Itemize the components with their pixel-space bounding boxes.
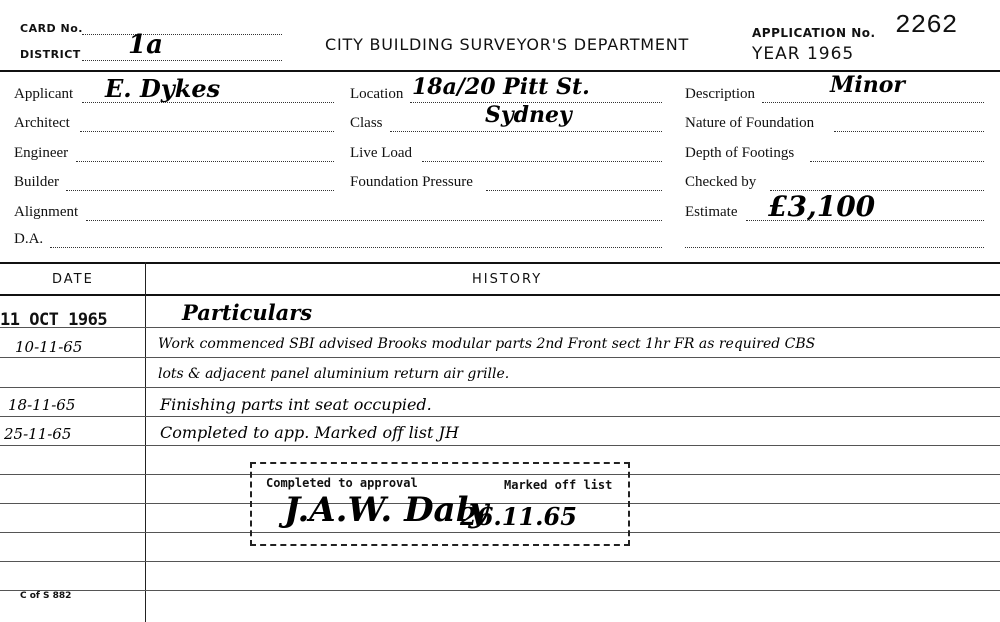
district-line	[82, 60, 282, 61]
history-row-date: 10-11-65	[15, 338, 83, 356]
date-column-header: DATE	[52, 272, 94, 287]
location-suburb-value: Sydney	[485, 102, 572, 128]
table-header-divider	[0, 294, 1000, 296]
stamp-completed-text: Completed to approval	[266, 476, 418, 490]
architect-line	[80, 131, 334, 132]
table-top-border	[0, 262, 1000, 264]
location-label: Location	[350, 86, 404, 102]
history-row-text: Completed to app. Marked off list JH	[160, 423, 459, 442]
estimate-label: Estimate	[685, 204, 738, 220]
architect-label: Architect	[14, 115, 70, 131]
checked-by-label: Checked by	[685, 174, 757, 190]
applicant-label: Applicant	[14, 86, 74, 102]
ruled-line	[0, 327, 1000, 328]
card-no-label: CARD No.	[20, 22, 83, 35]
district-value: 1a	[128, 30, 163, 60]
engineer-line	[76, 161, 334, 162]
stamp-signature: J.A.W. Daly	[284, 490, 489, 530]
department-title: CITY BUILDING SURVEYOR'S DEPARTMENT	[325, 35, 690, 54]
da-line	[50, 247, 662, 248]
applicant-value: E. Dykes	[105, 74, 221, 103]
ruled-line	[0, 590, 1000, 591]
stamp-marked-off-text: Marked off list	[504, 478, 613, 492]
completion-stamp	[250, 462, 630, 546]
ruled-line	[0, 445, 1000, 446]
class-line	[390, 131, 662, 132]
application-no-value: 2262	[895, 10, 958, 40]
nature-of-foundation-label: Nature of Foundation	[685, 115, 815, 131]
history-row-text: lots & adjacent panel aluminium return air grille.	[158, 366, 510, 382]
foundation-pressure-line	[486, 190, 662, 191]
class-label: Class	[350, 115, 383, 131]
estimate-value: £3,100	[768, 190, 876, 223]
builder-label: Builder	[14, 174, 59, 190]
stamp-date: 26.11.65	[460, 502, 577, 531]
ruled-line	[0, 561, 1000, 562]
live-load-line	[422, 161, 662, 162]
history-row-date: 25-11-65	[4, 425, 72, 443]
foundation-pressure-label: Foundation Pressure	[350, 174, 473, 190]
nature-of-foundation-line	[834, 131, 984, 132]
description-line	[762, 102, 984, 103]
ruled-line	[0, 416, 1000, 417]
history-row-date: 11 OCT 1965	[0, 310, 108, 330]
history-column-header: HISTORY	[472, 272, 543, 287]
form-code: C of S 882	[20, 591, 72, 601]
date-column-divider	[145, 262, 146, 622]
location-value: 18a/20 Pitt St.	[412, 74, 590, 100]
description-label: Description	[685, 86, 755, 102]
alignment-line	[86, 220, 662, 221]
da-label: D.A.	[14, 231, 44, 247]
right-blank-line	[685, 247, 984, 248]
year-label: YEAR 1965	[752, 44, 855, 64]
history-row-text: Work commenced SBI advised Brooks modular parts 2nd Front sect 1hr FR as required CBS	[158, 336, 816, 352]
builder-line	[66, 190, 334, 191]
depth-of-footings-label: Depth of Footings	[685, 145, 795, 161]
history-row-text: Particulars	[182, 300, 313, 325]
description-value: Minor	[830, 72, 905, 98]
live-load-label: Live Load	[350, 145, 413, 161]
depth-of-footings-line	[810, 161, 984, 162]
application-no-label: APPLICATION No.	[752, 26, 876, 40]
ruled-line	[0, 387, 1000, 388]
alignment-label: Alignment	[14, 204, 79, 220]
district-label: DISTRICT	[20, 48, 81, 61]
history-row-date: 18-11-65	[8, 396, 76, 414]
ruled-line	[0, 357, 1000, 358]
engineer-label: Engineer	[14, 145, 69, 161]
history-row-text: Finishing parts int seat occupied.	[160, 395, 432, 414]
card-no-line	[82, 34, 282, 35]
